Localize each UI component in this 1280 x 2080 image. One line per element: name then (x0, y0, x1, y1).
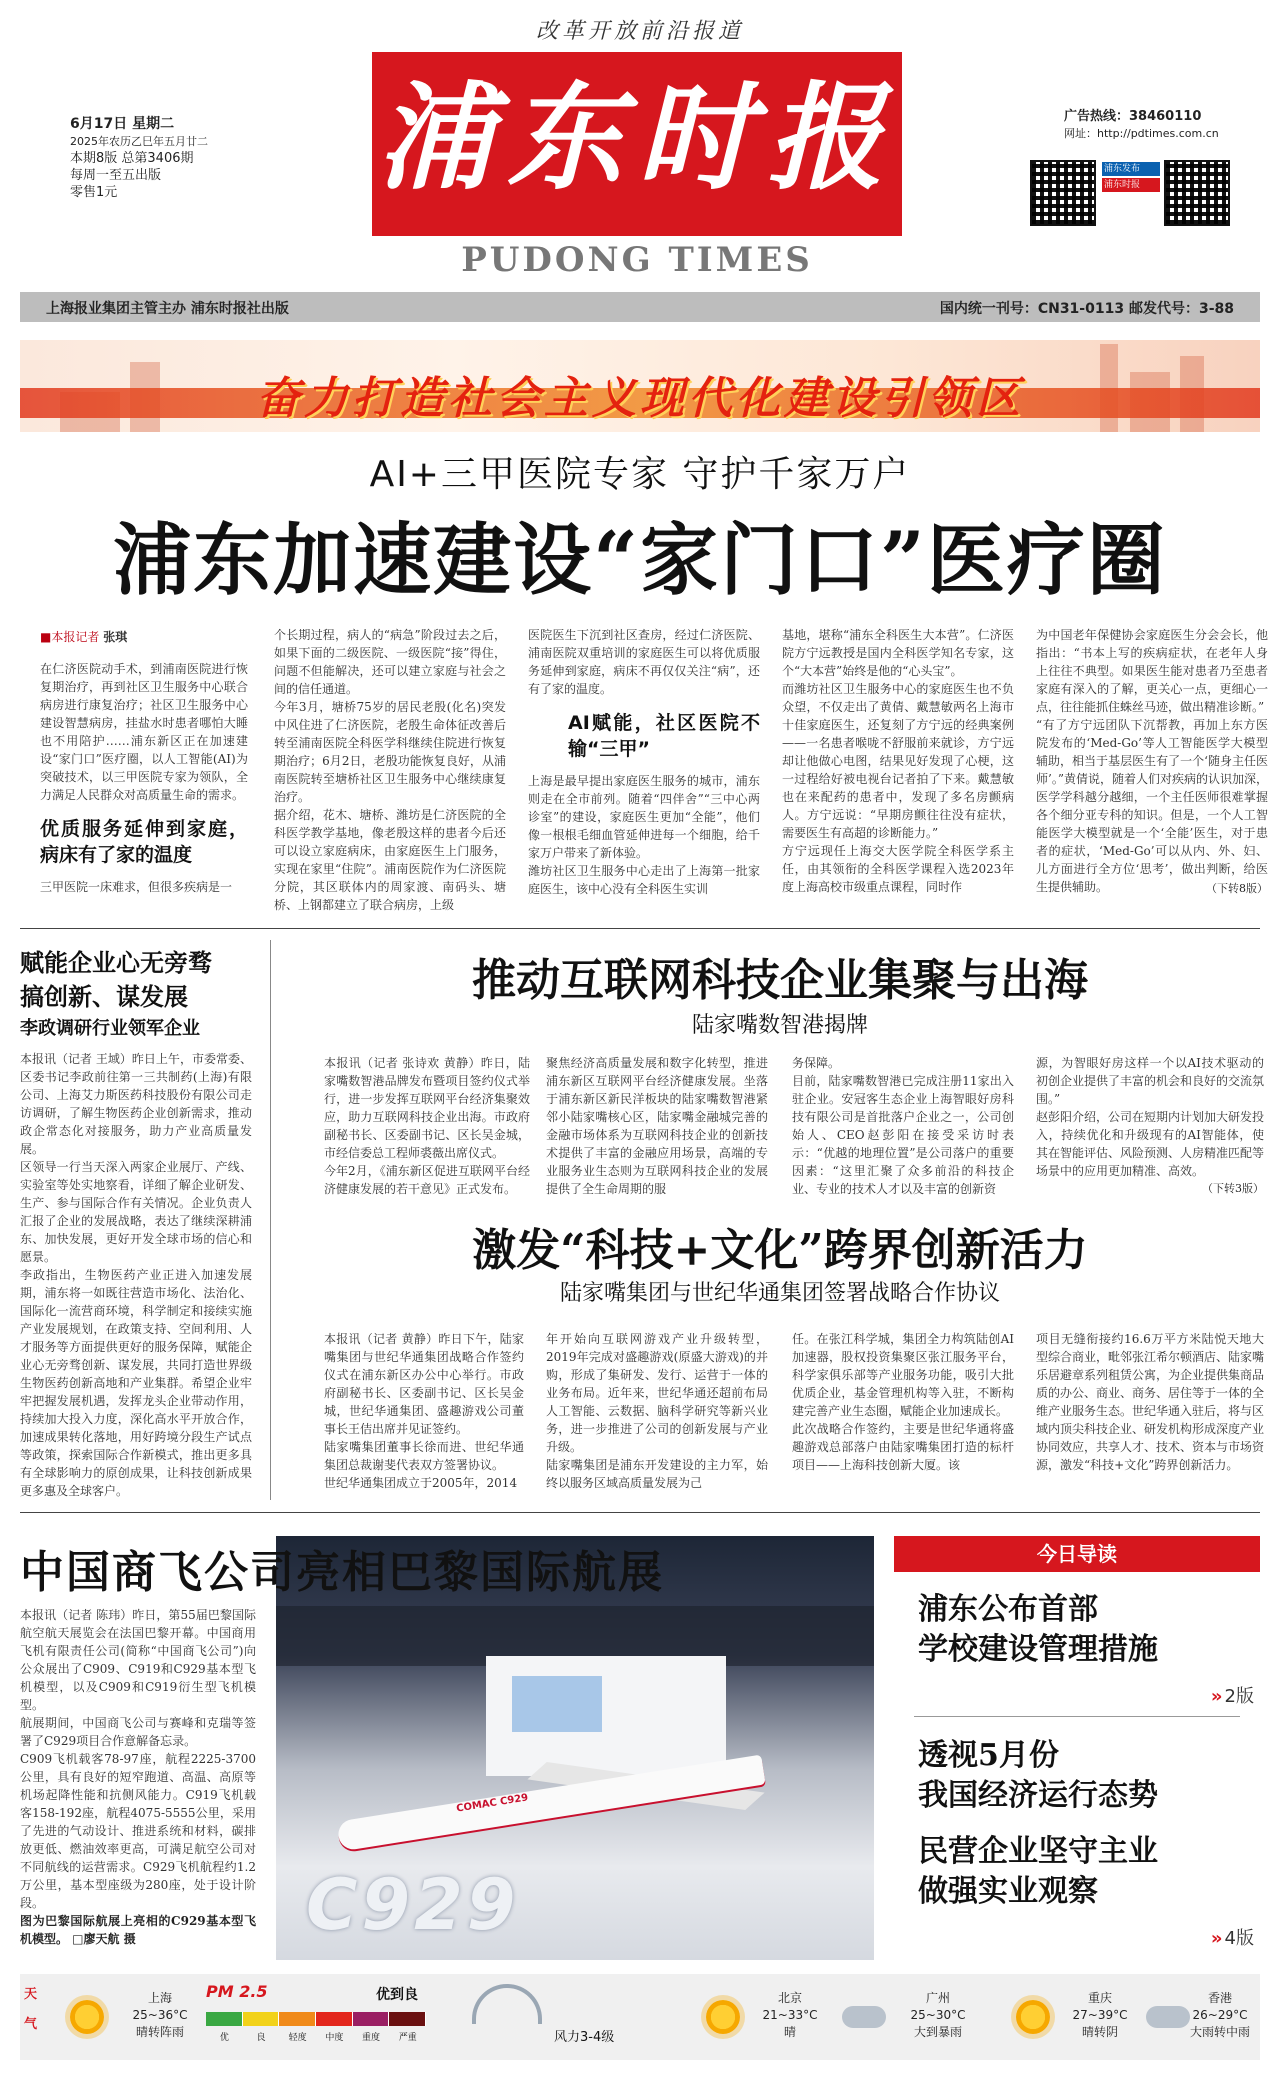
pm25-scale-segment (316, 2012, 353, 2026)
weather-label: 天气 (24, 1987, 38, 2032)
publisher-strip (20, 292, 1260, 322)
lead-column-4: 基地，堪称“浦东全科医生大本营”。仁济医院方宁远教授是国内全科医学知名专家，这个“大本营”始终是他的“心头宝”。 而潍坊社区卫生服务中心的家庭医生也不负众望，不仅走出了黄倩、戴慧敏两名上海市十佳家庭医生，还复刻了方宁远的经典案例——一名患者喉咙不舒服前来就诊，方宁远却让他做心电图，结果见好发现了心梗，这一过程给好被电视台记者拍了下来。戴慧敏也在来配药的患者中，发现了多名房颤病人。方宁远说：“早期房颤往往没有症状，需要医生有高超的诊断能力。” 方宁远现任上海交大医学院全科医学系主任，由其领衔的全科医学课程入选2023年度上海高校市级重点课程，同时作 (782, 628, 1014, 894)
weather-bar (20, 1974, 1260, 2060)
weather-city-block (890, 1990, 986, 2041)
qr-code-icon[interactable] (1030, 160, 1096, 226)
pm25-scale-segment (389, 2012, 426, 2026)
tech-paragraph: 源，为智眼好房这样一个以AI技术驱动的初创企业提供了丰富的机会和良好的交流氛围。” 赵彭阳介绍，公司在短期内计划加大研发投入，持续优化和升级现有的AI智能体，使其在智能评估、风险预测、人房精准匹配等场景中的应用更加精准、高效。 (1036, 1056, 1265, 1178)
photo-caption: 图为巴黎国际航展上亮相的C929基本型飞机模型。 □廖天航 摄 (20, 1914, 256, 1946)
tech-column-2: 聚焦经济高质量发展和数字化转型，推进浦东新区互联网平台经济健康发展。坐落于浦东新区新民洋板块的陆家嘴数智港紧邻小陆家嘴核心区，陆家嘴金融城完善的金融市场体系为互联网科技企业的创新技术提供了丰富的金融应用场景，高端的专业服务业生态则为互联网科技企业的发展提供了全生命周期的服 (546, 1056, 768, 1196)
comac-headline[interactable]: 中国商飞公司亮相巴黎国际航展 (20, 1547, 664, 1598)
pm25-scale-segment (353, 2012, 390, 2026)
pm25-scale-label: 中度 (325, 2033, 344, 2043)
weather-desc: 大雨转中雨 (1189, 2025, 1250, 2039)
pm25-scale-label: 良 (256, 2033, 266, 2043)
pm25-scale (206, 2012, 426, 2026)
section-divider (20, 1512, 1260, 1513)
lead-headline[interactable]: 浦东加速建设“家门口”医疗圈 (113, 515, 1167, 606)
weather-city: 北京 (777, 1991, 802, 2005)
wind-wave-icon (472, 1984, 542, 2024)
tech-subheadline: 陆家嘴数智港揭牌 (691, 1013, 868, 1038)
comac-column (20, 1606, 256, 1960)
wind-level: 风力3-4级 (554, 2030, 615, 2045)
sun-icon (706, 2000, 740, 2034)
guide-page-ref[interactable]: » 2版 (1210, 1686, 1254, 1707)
sidebar-body: 本报讯（记者 王域）昨日上午，市委常委、区委书记李政前往第一三共制药(上海)有限公司、上海艾力斯医药科技股份有限公司走访调研，了解生物医药企业创新需求，推动政企常态化对接服务，助力产业高质量发展。 区领导一行当天深入两家企业展厅、产线、实验室等处实地察看，详细了解企业研发、生产、参与国际合作有关情况。企业负责人汇报了企业的发展战略，表达了继续深耕浦东、加快发展，更好开发全球市场的信心和愿景。 李政指出，生物医药产业正进入加速发展期，浦东将一如既往营造市场化、法治化、国际化一流营商环境，科学制定和接续实施产业发展规划，在政策支持、空间利用、人才服务等方面提供更好的服务保障，赋能企业心无旁骛创新、谋发展，共同打造世界级生物医药创新高地和产业集群。希望企业牢牢把握发展机遇，发挥龙头企业带动作用，持续加大投入力度，深化高水平开放合作，加速成果转化落地，用好跨境分段生产试点等政策，探索国际合作新模式，推出更多具有全球影响力的原创成果，让科技创新成果更多惠及全球客户。 (20, 1052, 252, 1498)
sidebar-subheadline: 李政调研行业领军企业 (20, 1018, 200, 1039)
ad-hotline: 广告热线：38460110 (1064, 109, 1202, 124)
weather-temp: 27~39°C (1072, 2008, 1128, 2022)
lead-byline: ■本报记者 张琪 (40, 630, 128, 644)
weather-temp: 25~36°C (132, 2008, 188, 2022)
rain-cloud-icon (842, 2006, 886, 2028)
pm25-scale-segment (279, 2012, 316, 2026)
tech-column-3: 务保障。 目前，陆家嘴数智港已完成注册11家出入驻企业。安冠客生态企业上海智眼好房科技有限公司是首批落户企业之一，公司创始人、CEO赵彭阳在接受采访时表示：“优越的地理位置”是公司落户的重要因素：“这里汇聚了众多前沿的科技企业、专业的技术人才以及丰富的创新资 (792, 1056, 1014, 1196)
masthead-english-title: PUDONG TIMES (461, 240, 813, 280)
issue-info (70, 116, 290, 201)
guide-page-ref[interactable]: » 4版 (1210, 1928, 1254, 1949)
contact-info (1064, 108, 1264, 142)
comac-body: 本报讯（记者 陈玮）昨日，第55届巴黎国际航空航天展览会在法国巴黎开幕。中国商用飞机有限责任公司(简称“中国商飞公司”)向公众展出了C909、C919和C929基本型飞机模型，以及C909和C919衍生型飞机模型。 航展期间，中国商飞公司与赛峰和克瑞等签署了C929项目合作意解备忘录。 C909飞机载客78-97座，航程2225-3700公里，具有良好的短窄跑道、高温、高原等机场起降性能和抗侧风能力。C919飞机载客158-192座，航程4075-5555公里，采用了先进的气动设计、推进系统和材料，碳排放更低、燃油效率更高，可满足航空公司对不同航线的运营需求。C929飞机航程约1.2万公里，基本型座级为280座，处于设计阶段。 (20, 1608, 256, 1910)
culture-column-3: 任。在张江科学城，集团全力构筑陆创AI加速器，股权投资集聚区张江服务平台，科学家俱乐部等产业服务功能，吸引大批优质企业，基金管理机构等入驻，不断构建完善产业生态圈，赋能企业加速成长。 此次战略合作签约，主要是世纪华通将盛趣游戏总部落户由陆家嘴集团打造的标杆项目——上海科技创新大厦。该 (792, 1332, 1014, 1472)
guide-item-economy[interactable]: 透视5月份 我国经济运行态势 (918, 1738, 1158, 1813)
issue-lunar-date: 2025年农历乙巳年五月廿二 (70, 135, 208, 148)
pm25-scale-label: 轻度 (288, 2033, 307, 2043)
weather-desc: 晴 (783, 2025, 796, 2039)
lead-continuation[interactable]: （下转8版） (1206, 882, 1268, 895)
pm25-scale-label: 严重 (398, 2033, 417, 2043)
guide-item-private-enterprise[interactable]: 民营企业坚守主业 做强实业观察 (918, 1834, 1158, 1909)
lead-column-2: 个长期过程，病人的“病急”阶段过去之后，如果下面的二级医院、一级医院“接”得住，问题不但能解决，还可以建立家庭与社会之间的信任通道。 今年3月，塘桥75岁的居民老殷(化名)突发中风住进了仁济医院，老殷生命体征改善后转至浦南医院全科医学科继续住院进行恢复期治疗；6月2日，老殷功能恢复良好，从浦南医院转至塘桥社区卫生服务中心继续康复治疗。 据介绍，花木、塘桥、潍坊是仁济医院的全科医学教学基地，像老殷这样的患者今后还可以设立家庭病床，由家庭医生上门服务，实现在家里“住院”。浦南医院作为仁济医院分院，其区联体内的周家渡、南码头、塘桥、上钢都建立了联合病房，上级 (274, 628, 506, 912)
qr-labels (1102, 162, 1160, 192)
lead-paragraph: 上海是最早提出家庭医生服务的城市，浦东则走在全市前列。随着“四伴舍”“三中心两诊室”的建设，家庭医生更加“全能”，他们像一根根毛细血管延伸进每一个细胞，给千家万户带来了新体验。 潍坊社区卫生服务中心走出了上海第一批家庭医生，该中心没有全科医生实训 (528, 774, 760, 896)
issue-frequency: 每周一至五出版 (70, 168, 162, 183)
pm25-scale-label: 优 (219, 2033, 229, 2043)
qr-label-pudong-release: 浦东发布 (1102, 162, 1160, 176)
pm25-scale-segment (243, 2012, 280, 2026)
weather-city: 广州 (925, 1991, 950, 2005)
c929-sign: C929 (306, 1864, 520, 1946)
guide-title: 今日导读 (894, 1536, 1260, 1572)
pm25-level: 优到良 (376, 1987, 418, 2003)
guide-divider (914, 1716, 1240, 1717)
tech-continuation[interactable]: （下转3版） (1202, 1182, 1264, 1195)
aircraft-livery: COMAC C929 (455, 1792, 529, 1815)
masthead-title: 浦东时报 (377, 70, 897, 206)
lead-paragraph: 三甲医院一床难求，但很多疾病是一 (40, 880, 233, 894)
qr-code-icon[interactable] (1164, 160, 1230, 226)
issue-date: 6月17日 星期二 (70, 116, 175, 132)
culture-column-2: 年开始向互联网游戏产业升级转型，2019年完成对盛趣游戏(原盛大游戏)的并购，形成了集研发、发行、运营于一体的业务布局。近年来，世纪华通还超前布局人工智能、云数据、脑科学研究等新兴业务，进一步推进了公司的创新发展与产业升级。 陆家嘴集团是浦东开发建设的主力军，始终以服务区域高质量发展为己 (546, 1332, 768, 1490)
lead-column-1 (40, 628, 248, 918)
tech-column-1: 本报讯（记者 张诗欢 黄静）昨日，陆家嘴数智港品牌发布暨项目签约仪式举行，进一步发挥互联网平台经济集聚效应，助力互联网科技企业出海。市政府副秘书长、区委副书记、区长吴金城，市经信委总工程师裘薇出席仪式。 今年2月，《浦东新区促进互联网平台经济健康发展的若干意见》正式发布。 (324, 1056, 530, 1196)
lead-subheading: AI赋能，社区医院不输“三甲” (568, 712, 760, 760)
lead-paragraph: 为中国老年保健协会家庭医生分会会长，他指出：“书本上写的疾病症状，在老年人身上往往不典型。如果医生能对患者乃至患者家庭有深入的了解，更关心一点，更细心一点，往往能抓住蛛丝马迹，做出精准诊断。” “有了方宁远团队下沉帮教，再加上东方医院发布的‘Med-Go’等人工智能医学大模型辅助，相当于基层医生有了一个‘随身主任医师’。”黄倩说，随着人们对疾病的认识加深，医学学科越分越细，一个主任医师很难掌握各个细分亚专科的知识。但是，一个人工智能医学大模型就是一个‘全能’医生，对于患者的症状，‘Med-Go’可以从内、外、妇、儿方面进行全方位‘思考’，做出判断，给医生提供辅助。 (1036, 628, 1268, 894)
wind-indicator (464, 1984, 644, 2048)
issue-number: 本期8版 总第3406期 (70, 151, 194, 166)
sun-icon (70, 2000, 104, 2034)
tech-headline[interactable]: 推动互联网科技企业集聚与出海 (472, 955, 1088, 1006)
weather-city-block (1060, 1990, 1140, 2041)
weather-desc: 大到暴雨 (913, 2025, 962, 2039)
weather-city-block (1180, 1990, 1260, 2041)
double-chevron-icon: » (1210, 1928, 1223, 1949)
website[interactable]: 网址：http://pdtimes.com.cn (1064, 127, 1219, 140)
qr-codes (1030, 160, 1230, 230)
lead-paragraph: 在仁济医院动手术，到浦南医院进行恢复期治疗，再到社区卫生服务中心联合病房进行康复治疗；社区卫生服务中心建设智慧病房，挂盐水时患者哪怕大睡也不用陪护……浦东新区正在加速建设“家门口”医疗圈，以人工智能(AI)为突破技术，以三甲医院专家为领队，全力满足人民群众对高质量生命的需求。 (40, 662, 248, 802)
lead-column-3 (528, 626, 760, 918)
culture-column-1: 本报讯（记者 黄静）昨日下午，陆家嘴集团与世纪华通集团战略合作签约仪式在浦东新区办公中心举行。市政府副秘书长、区委副书记、区长吴金城，世纪华通集团、盛趣游戏公司董事长王佶出席并见证签约。 陆家嘴集团董事长徐而进、世纪华通集团总裁谢斐代表双方签署协议。 世纪华通集团成立于2005年，2014 (324, 1332, 524, 1490)
guide-item-school-rules[interactable]: 浦东公布首部 学校建设管理措施 (918, 1592, 1158, 1667)
today-guide (894, 1536, 1260, 1960)
display-screen (512, 1676, 602, 1732)
weather-city: 上海 (147, 1991, 172, 2005)
double-chevron-icon: » (1210, 1686, 1223, 1707)
lead-subheading: 优质服务延伸到家庭，病床有了家的温度 (40, 818, 248, 866)
pm25-indicator (206, 1982, 426, 2043)
pm25-label: PM 2.5 (206, 1982, 268, 2001)
pm25-scale-segment (206, 2012, 243, 2026)
lead-column-5 (1036, 626, 1268, 918)
publisher-text: 上海报业集团主管主办 浦东时报社出版 (46, 301, 289, 317)
issue-price: 零售1元 (70, 185, 118, 200)
section-divider (20, 928, 1260, 929)
masthead-logo-block (372, 52, 902, 236)
weather-temp: 26~29°C (1192, 2008, 1248, 2022)
weather-temp: 25~30°C (910, 2008, 966, 2022)
weather-desc: 晴转阴 (1081, 2025, 1118, 2039)
banner-slogan: 奋力打造社会主义现代化建设引领区 (256, 373, 1024, 424)
masthead-slogan: 改革开放前沿报道 (535, 19, 744, 44)
weather-desc: 晴转阵雨 (135, 2025, 184, 2039)
pm25-scale-labels (206, 2030, 426, 2043)
campaign-banner (20, 340, 1260, 432)
culture-headline[interactable]: 激发“科技+文化”跨界创新活力 (472, 1225, 1088, 1276)
weather-local (120, 1990, 200, 2041)
sun-cloud-icon (1016, 2000, 1050, 2034)
qr-label-pudong-times: 浦东时报 (1102, 178, 1160, 192)
tech-column-4 (1036, 1054, 1264, 1198)
weather-city: 香港 (1207, 1991, 1232, 2005)
pm25-scale-label: 重度 (362, 2033, 381, 2043)
serial-number: 国内统一刊号：CN31-0113 邮发代号：3-88 (939, 301, 1234, 317)
culture-subheadline: 陆家嘴集团与世纪华通集团签署战略合作协议 (559, 1281, 1000, 1306)
weather-city: 重庆 (1087, 1991, 1112, 2005)
culture-column-4: 项目无缝衔接约16.6万平方米陆悦天地大型综合商业，毗邻张江希尔顿酒店、陆家嘴乐居避章系列租赁公寓，为企业提供集商品质的办公、商业、商务、居住等于一体的全维产业服务生态。世纪华通入驻后，将与区域内顶尖科技企业、研发机构形成深度产业协同效应，共享人才、技术、资本与市场资源，激发“科技+文化”跨界创新活力。 (1036, 1332, 1265, 1472)
lead-kicker: AI+三甲医院专家 守护千家万户 (369, 454, 911, 495)
weather-city-block (750, 1990, 830, 2041)
weather-temp: 21~33°C (762, 2008, 818, 2022)
column-divider (270, 940, 271, 1500)
sidebar-headline[interactable]: 赋能企业心无旁骛 搞创新、谋发展 (20, 949, 212, 1011)
lead-paragraph: 医院医生下沉到社区查房，经过仁济医院、浦南医院双重培训的家庭医生可以将优质服务延伸到家庭，病床不再仅仅关注“病”，还有了家的温度。 (528, 628, 760, 696)
